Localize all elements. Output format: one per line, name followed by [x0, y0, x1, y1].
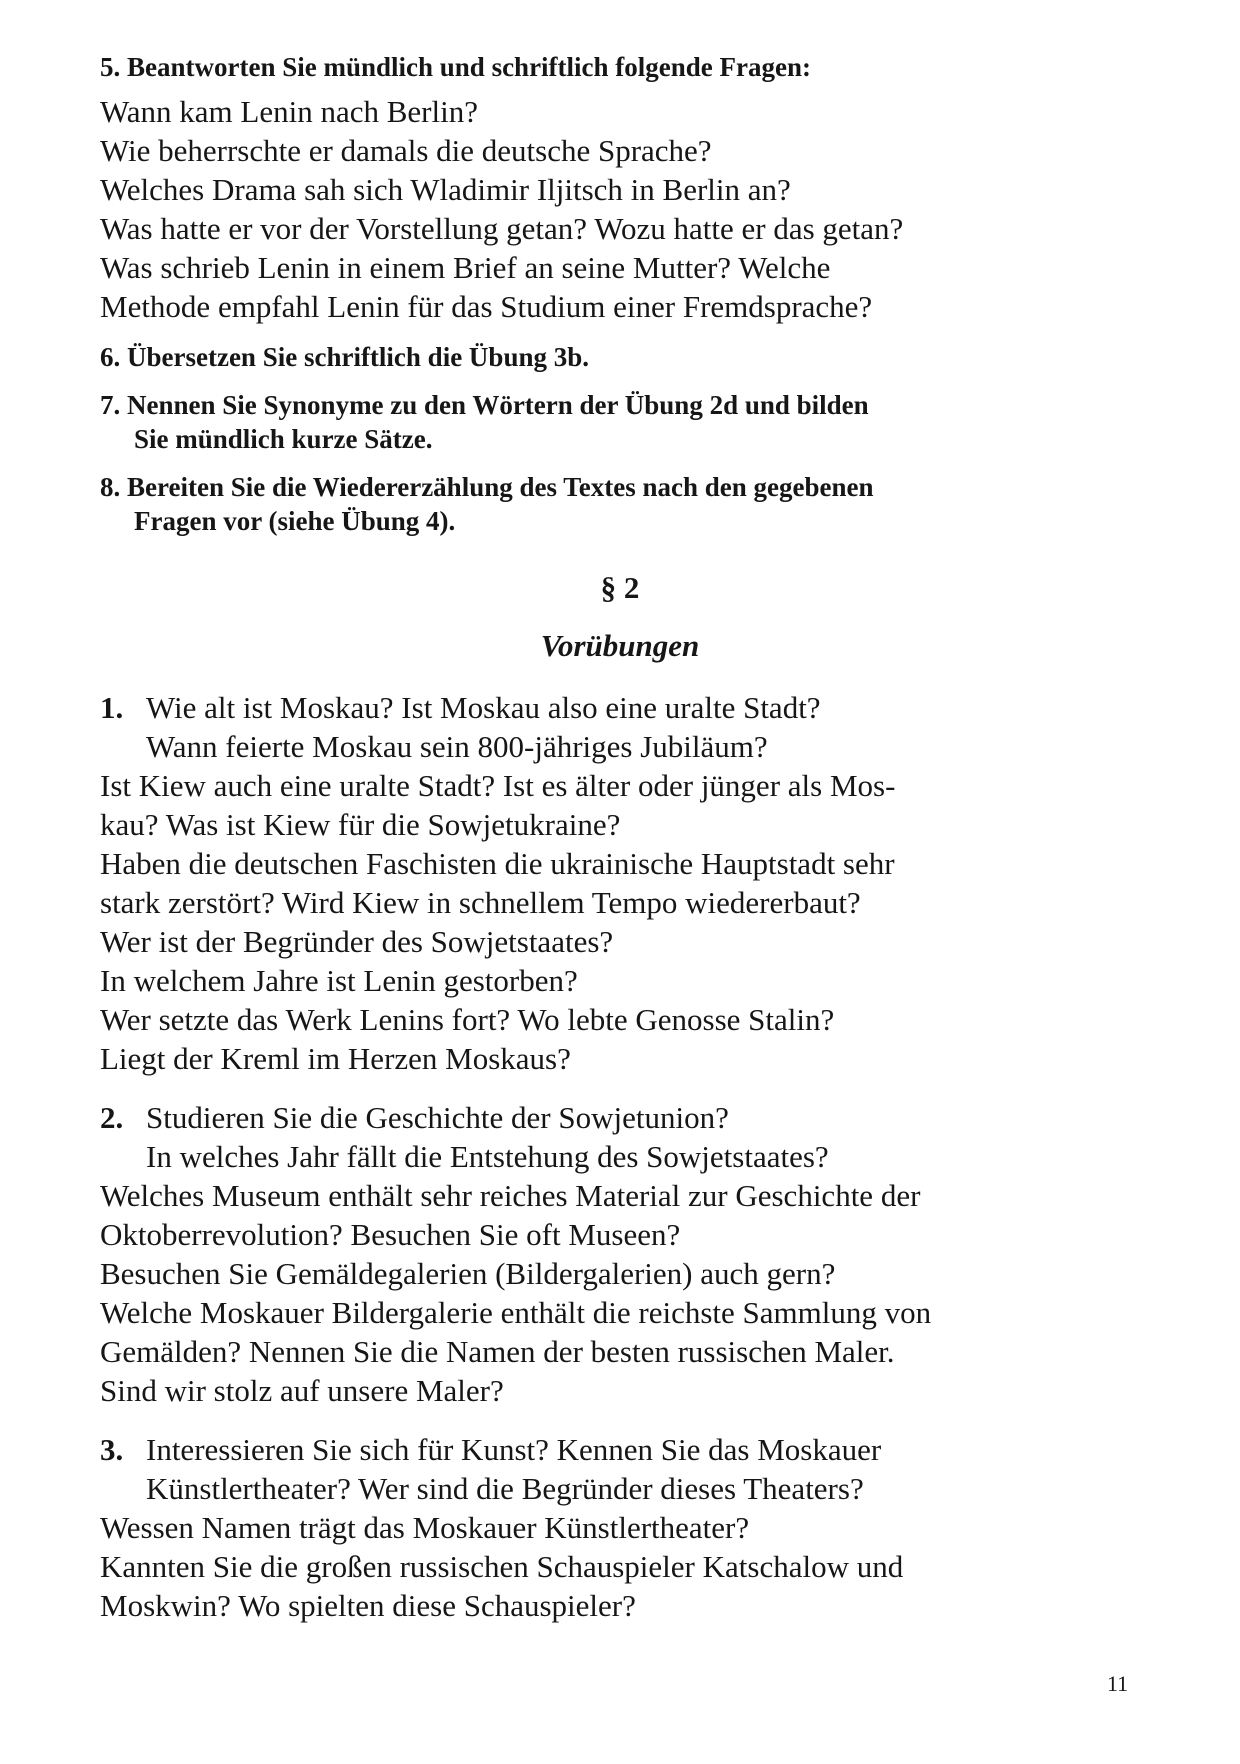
exercise-2-line: Besuchen Sie Gemäldegalerien (Bildergalerien) auch gern?	[100, 1256, 836, 1291]
page-number: 11	[1107, 1671, 1129, 1696]
task-5-line: Was hatte er vor der Vorstellung getan? Wozu hatte er das getan?	[100, 211, 904, 246]
task-5-heading: 5. Beantworten Sie mündlich und schriftlich folgende Fragen:	[100, 52, 812, 82]
exercise-1-line: Ist Kiew auch eine uralte Stadt? Ist es älter oder jünger als Mos-	[100, 768, 896, 803]
section-title: § 2	[600, 570, 640, 605]
exercise-3-first-text: Interessieren Sie sich für Kunst? Kennen Sie das Moskauer	[146, 1432, 882, 1467]
task-5-line: Methode empfahl Lenin für das Studium einer Fremdsprache?	[100, 289, 873, 324]
exercise-3-line: Wessen Namen trägt das Moskauer Künstlertheater?	[100, 1510, 750, 1545]
task-8-heading-cont: Fragen vor (siehe Übung 4).	[134, 506, 456, 536]
exercise-2-line: Welche Moskauer Bildergalerie enthält die reichste Sammlung von	[100, 1295, 932, 1330]
exercise-1-first-line	[100, 688, 1140, 727]
exercise-2-first-line	[100, 1098, 1140, 1137]
exercise-2-line: Gemälden? Nennen Sie die Namen der besten russischen Maler.	[100, 1334, 895, 1369]
page-content	[100, 50, 1140, 1625]
task-6-heading: 6. Übersetzen Sie schriftlich die Übung 3b.	[100, 342, 589, 372]
exercise-1-number: 1.	[100, 690, 124, 725]
task-7-heading-cont: Sie mündlich kurze Sätze.	[134, 424, 433, 454]
exercise-1-line: Haben die deutschen Faschisten die ukrainische Hauptstadt sehr	[100, 846, 895, 881]
exercise-1-line: kau? Was ist Kiew für die Sowjetukraine?	[100, 807, 621, 842]
exercise-2-first-text: Studieren Sie die Geschichte der Sowjetunion?	[146, 1100, 729, 1135]
section-subtitle: Vorübungen	[540, 628, 700, 663]
exercise-2-line: Sind wir stolz auf unsere Maler?	[100, 1373, 504, 1408]
exercise-3-line: Künstlertheater? Wer sind die Begründer dieses Theaters?	[146, 1471, 864, 1506]
exercise-1-line: In welchem Jahre ist Lenin gestorben?	[100, 963, 578, 998]
exercise-3-number: 3.	[100, 1432, 124, 1467]
exercise-3-line: Kannten Sie die großen russischen Schauspieler Katschalow und	[100, 1549, 904, 1584]
exercise-3-line: Moskwin? Wo spielten diese Schauspieler?	[100, 1588, 636, 1623]
exercise-1-line: Wann feierte Moskau sein 800-jähriges Jubiläum?	[146, 729, 768, 764]
exercise-1-line: Wer setzte das Werk Lenins fort? Wo lebte Genosse Stalin?	[100, 1002, 835, 1037]
exercise-2-line: Oktoberrevolution? Besuchen Sie oft Museen?	[100, 1217, 681, 1252]
exercise-1-first-text: Wie alt ist Moskau? Ist Moskau also eine uralte Stadt?	[146, 690, 821, 725]
exercise-1-line: stark zerstört? Wird Kiew in schnellem Tempo wiedererbaut?	[100, 885, 861, 920]
exercise-3-first-line	[100, 1430, 1140, 1469]
exercise-1-line: Liegt der Kreml im Herzen Moskaus?	[100, 1041, 571, 1076]
exercise-1-line: Wer ist der Begründer des Sowjetstaates?	[100, 924, 614, 959]
task-5-line: Welches Drama sah sich Wladimir Iljitsch in Berlin an?	[100, 172, 791, 207]
exercise-2-line: In welches Jahr fällt die Entstehung des Sowjetstaates?	[146, 1139, 829, 1174]
task-8-heading: 8. Bereiten Sie die Wiedererzählung des Textes nach den gegebenen	[100, 472, 874, 502]
exercise-2-line: Welches Museum enthält sehr reiches Material zur Geschichte der	[100, 1178, 921, 1213]
task-5-line: Wie beherrschte er damals die deutsche Sprache?	[100, 133, 712, 168]
task-5-line: Was schrieb Lenin in einem Brief an seine Mutter? Welche	[100, 250, 831, 285]
task-5-line: Wann kam Lenin nach Berlin?	[100, 94, 478, 129]
exercise-2-number: 2.	[100, 1100, 124, 1135]
task-7-heading: 7. Nennen Sie Synonyme zu den Wörtern der Übung 2d und bilden	[100, 390, 869, 420]
